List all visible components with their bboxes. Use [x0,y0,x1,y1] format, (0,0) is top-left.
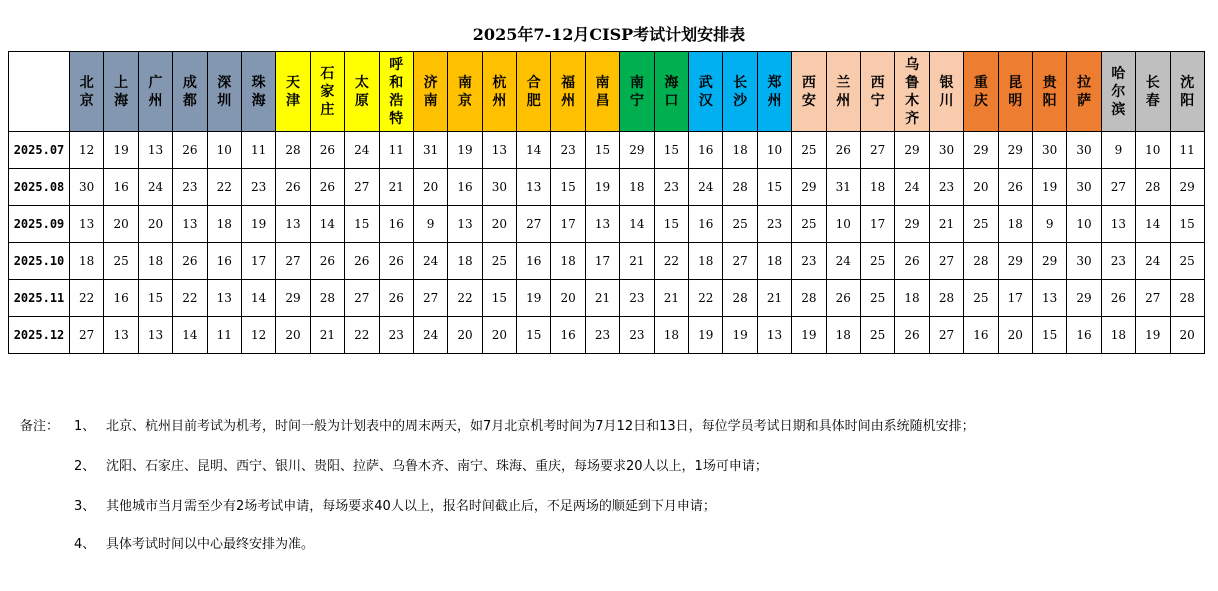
exam-date-cell: 26 [895,243,929,280]
exam-date-cell: 21 [757,280,791,317]
exam-date-cell: 20 [448,317,482,354]
exam-date-cell: 24 [895,169,929,206]
city-header-cell [689,52,723,132]
exam-date-cell: 18 [1101,317,1135,354]
exam-date-cell: 29 [964,132,998,169]
city-header-cell [723,52,757,132]
exam-date-cell: 25 [104,243,138,280]
exam-date-cell: 23 [929,169,963,206]
exam-date-cell: 19 [723,317,757,354]
exam-date-cell: 29 [1170,169,1204,206]
exam-date-cell: 23 [1101,243,1135,280]
exam-date-cell: 18 [551,243,585,280]
city-header-cell [1136,52,1170,132]
city-header-cell [241,52,275,132]
city-header-cell [620,52,654,132]
exam-date-cell: 28 [1170,280,1204,317]
exam-date-cell: 19 [585,169,619,206]
city-header-cell [792,52,826,132]
exam-date-cell: 16 [1067,317,1101,354]
exam-date-cell: 19 [104,132,138,169]
city-header-cell [207,52,241,132]
city-name: 南昌 [595,74,610,109]
month-label: 2025.07 [9,132,70,169]
city-name: 太原 [354,74,369,109]
city-name: 拉萨 [1077,74,1092,109]
exam-date-cell: 16 [517,243,551,280]
city-name: 海口 [664,74,679,109]
city-name: 北京 [79,74,94,109]
exam-date-cell: 18 [723,132,757,169]
exam-date-cell: 28 [723,280,757,317]
city-name: 深圳 [217,74,232,109]
exam-date-cell: 27 [413,280,447,317]
exam-date-cell: 20 [276,317,310,354]
city-name: 郑州 [767,74,782,109]
exam-date-cell: 27 [276,243,310,280]
exam-schedule-table [8,51,1205,354]
exam-date-cell: 10 [207,132,241,169]
exam-date-cell: 29 [895,132,929,169]
city-name: 南京 [457,74,472,109]
exam-date-cell: 29 [998,132,1032,169]
exam-date-cell: 30 [1067,132,1101,169]
exam-date-cell: 24 [345,132,379,169]
exam-date-cell: 22 [345,317,379,354]
exam-date-cell: 19 [689,317,723,354]
exam-date-cell: 22 [448,280,482,317]
exam-date-cell: 30 [1032,132,1066,169]
exam-date-cell: 18 [826,317,860,354]
exam-date-cell: 13 [173,206,207,243]
city-name: 呼和浩特 [389,56,404,127]
exam-date-cell: 13 [757,317,791,354]
month-label: 2025.08 [9,169,70,206]
exam-date-cell: 20 [138,206,172,243]
exam-date-cell: 13 [1032,280,1066,317]
exam-date-cell: 15 [138,280,172,317]
exam-date-cell: 31 [413,132,447,169]
exam-date-cell: 26 [310,132,344,169]
exam-date-cell: 26 [173,243,207,280]
exam-date-cell: 27 [1101,169,1135,206]
exam-date-cell: 27 [345,280,379,317]
exam-date-cell: 15 [551,169,585,206]
exam-date-cell: 23 [620,280,654,317]
exam-date-cell: 18 [448,243,482,280]
exam-date-cell: 24 [689,169,723,206]
exam-date-cell: 20 [551,280,585,317]
exam-date-cell: 16 [689,132,723,169]
exam-date-cell: 15 [654,132,688,169]
city-name: 上海 [114,74,129,109]
exam-date-cell: 28 [792,280,826,317]
city-name: 合肥 [526,74,541,109]
exam-date-cell: 22 [654,243,688,280]
month-row [9,132,1205,169]
exam-date-cell: 13 [70,206,104,243]
exam-date-cell: 25 [860,243,894,280]
exam-date-cell: 13 [138,317,172,354]
city-name: 西宁 [870,74,885,109]
city-header-cell [173,52,207,132]
exam-date-cell: 24 [413,317,447,354]
exam-date-cell: 15 [1032,317,1066,354]
exam-date-cell: 21 [379,169,413,206]
exam-date-cell: 27 [345,169,379,206]
city-name: 银川 [939,74,954,109]
exam-date-cell: 12 [241,317,275,354]
city-name: 武汉 [698,74,713,109]
city-header-cell [276,52,310,132]
exam-date-cell: 15 [482,280,516,317]
month-label: 2025.10 [9,243,70,280]
notes-label: 备注： [20,419,60,434]
exam-date-cell: 10 [1136,132,1170,169]
exam-date-cell: 26 [826,132,860,169]
exam-date-cell: 29 [998,243,1032,280]
city-name: 兰州 [836,74,851,109]
exam-date-cell: 22 [207,169,241,206]
exam-date-cell: 17 [241,243,275,280]
exam-date-cell: 18 [998,206,1032,243]
city-name: 乌鲁木齐 [905,56,920,127]
exam-date-cell: 17 [998,280,1032,317]
city-header-cell [517,52,551,132]
exam-date-cell: 20 [998,317,1032,354]
exam-date-cell: 30 [1067,243,1101,280]
note-number: 2、 [74,459,96,474]
exam-date-cell: 23 [654,169,688,206]
city-name: 天津 [286,74,301,109]
exam-date-cell: 26 [379,243,413,280]
exam-date-cell: 23 [585,317,619,354]
exam-date-cell: 13 [517,169,551,206]
city-header-cell [964,52,998,132]
month-row [9,206,1205,243]
exam-date-cell: 13 [138,132,172,169]
exam-date-cell: 27 [70,317,104,354]
city-name: 珠海 [251,74,266,109]
note-number: 1、 [74,419,96,434]
note-number: 3、 [74,499,96,514]
exam-date-cell: 28 [1136,169,1170,206]
exam-date-cell: 18 [654,317,688,354]
exam-date-cell: 21 [654,280,688,317]
note-text: 北京、杭州目前考试为机考，时间一般为计划表中的周末两天，如7月北京机考时间为7月12日和13日，每位学员考试日期和具体时间由系统随机安排； [106,419,975,434]
month-row [9,243,1205,280]
exam-date-cell: 11 [207,317,241,354]
city-header-cell [551,52,585,132]
exam-date-cell: 12 [70,132,104,169]
exam-date-cell: 26 [826,280,860,317]
exam-date-cell: 18 [757,243,791,280]
exam-date-cell: 15 [585,132,619,169]
exam-date-cell: 24 [826,243,860,280]
exam-date-cell: 27 [1136,280,1170,317]
exam-date-cell: 20 [964,169,998,206]
exam-date-cell: 27 [929,243,963,280]
exam-date-cell: 25 [792,132,826,169]
exam-date-cell: 28 [929,280,963,317]
page-title: 2025年7-12月CISP考试计划安排表 [472,25,746,44]
exam-date-cell: 26 [1101,280,1135,317]
city-name: 广州 [148,74,163,109]
exam-date-cell: 11 [1170,132,1204,169]
exam-date-cell: 25 [1170,243,1204,280]
exam-date-cell: 24 [138,169,172,206]
exam-date-cell: 23 [379,317,413,354]
exam-date-cell: 18 [138,243,172,280]
city-name: 南宁 [629,74,644,109]
exam-date-cell: 13 [207,280,241,317]
exam-date-cell: 25 [792,206,826,243]
exam-date-cell: 17 [551,206,585,243]
exam-date-cell: 22 [70,280,104,317]
exam-date-cell: 10 [757,132,791,169]
exam-date-cell: 25 [860,280,894,317]
exam-date-cell: 29 [1067,280,1101,317]
exam-date-cell: 27 [517,206,551,243]
exam-date-cell: 10 [1067,206,1101,243]
exam-date-cell: 30 [929,132,963,169]
exam-date-cell: 18 [620,169,654,206]
city-name: 石家庄 [320,65,335,118]
exam-date-cell: 9 [1101,132,1135,169]
city-header-cell [104,52,138,132]
exam-date-cell: 25 [723,206,757,243]
exam-date-cell: 28 [310,280,344,317]
exam-date-cell: 23 [792,243,826,280]
exam-date-cell: 13 [448,206,482,243]
exam-date-cell: 28 [964,243,998,280]
exam-date-cell: 20 [1170,317,1204,354]
exam-date-cell: 21 [620,243,654,280]
city-header-cell [482,52,516,132]
exam-date-cell: 14 [310,206,344,243]
exam-date-cell: 16 [207,243,241,280]
city-header-cell [998,52,1032,132]
city-name: 贵阳 [1042,74,1057,109]
note-text: 沈阳、石家庄、昆明、西宁、银川、贵阳、拉萨、乌鲁木齐、南宁、珠海、重庆，每场要求20人以上，1场可申请； [106,459,768,474]
city-header-cell [448,52,482,132]
exam-date-cell: 14 [1136,206,1170,243]
exam-date-cell: 18 [860,169,894,206]
exam-date-cell: 25 [964,206,998,243]
exam-date-cell: 15 [345,206,379,243]
month-row [9,169,1205,206]
city-header-cell [310,52,344,132]
exam-date-cell: 21 [310,317,344,354]
city-name: 杭州 [492,74,507,109]
exam-date-cell: 29 [792,169,826,206]
exam-date-cell: 16 [104,169,138,206]
exam-date-cell: 26 [173,132,207,169]
exam-date-cell: 19 [448,132,482,169]
exam-date-cell: 15 [517,317,551,354]
exam-date-cell: 19 [241,206,275,243]
exam-date-cell: 17 [860,206,894,243]
exam-date-cell: 27 [929,317,963,354]
exam-date-cell: 22 [173,280,207,317]
exam-date-cell: 16 [551,317,585,354]
city-header-cell [138,52,172,132]
exam-date-cell: 26 [310,243,344,280]
exam-date-cell: 18 [207,206,241,243]
city-header-cell [1067,52,1101,132]
exam-date-cell: 16 [448,169,482,206]
exam-date-cell: 24 [1136,243,1170,280]
month-row [9,317,1205,354]
exam-date-cell: 26 [895,317,929,354]
city-name: 福州 [561,74,576,109]
city-header-cell [1170,52,1204,132]
exam-date-cell: 10 [826,206,860,243]
exam-date-cell: 29 [276,280,310,317]
city-header-cell [1101,52,1135,132]
exam-date-cell: 16 [689,206,723,243]
exam-date-cell: 19 [517,280,551,317]
exam-date-cell: 14 [517,132,551,169]
exam-date-cell: 28 [723,169,757,206]
exam-date-cell: 20 [104,206,138,243]
exam-date-cell: 27 [723,243,757,280]
exam-date-cell: 23 [757,206,791,243]
exam-date-cell: 23 [551,132,585,169]
exam-date-cell: 15 [757,169,791,206]
exam-date-cell: 20 [413,169,447,206]
exam-date-cell: 14 [620,206,654,243]
exam-date-cell: 11 [241,132,275,169]
exam-date-cell: 21 [929,206,963,243]
exam-date-cell: 29 [895,206,929,243]
city-header-row [9,52,1205,132]
exam-date-cell: 24 [413,243,447,280]
month-label: 2025.12 [9,317,70,354]
note-text: 其他城市当月需至少有2场考试申请，每场要求40人以上，报名时间截止后，不足两场的顺延到下月申请； [106,499,716,514]
month-row [9,280,1205,317]
exam-date-cell: 26 [345,243,379,280]
city-header-cell [860,52,894,132]
city-header-cell [895,52,929,132]
city-header-cell [585,52,619,132]
exam-date-cell: 9 [1032,206,1066,243]
exam-date-cell: 15 [654,206,688,243]
city-name: 昆明 [1008,74,1023,109]
exam-date-cell: 29 [620,132,654,169]
exam-date-cell: 16 [964,317,998,354]
exam-date-cell: 25 [860,317,894,354]
city-header-cell [826,52,860,132]
exam-date-cell: 29 [1032,243,1066,280]
exam-date-cell: 20 [482,206,516,243]
exam-date-cell: 13 [585,206,619,243]
exam-date-cell: 9 [413,206,447,243]
exam-date-cell: 14 [173,317,207,354]
exam-date-cell: 18 [689,243,723,280]
exam-date-cell: 23 [173,169,207,206]
exam-date-cell: 26 [276,169,310,206]
exam-date-cell: 30 [70,169,104,206]
exam-date-cell: 20 [482,317,516,354]
exam-date-cell: 16 [104,280,138,317]
month-label: 2025.11 [9,280,70,317]
month-label: 2025.09 [9,206,70,243]
city-name: 济南 [423,74,438,109]
exam-date-cell: 17 [585,243,619,280]
exam-date-cell: 13 [1101,206,1135,243]
city-name: 重庆 [973,74,988,109]
city-header-cell [379,52,413,132]
exam-date-cell: 19 [1136,317,1170,354]
city-header-cell [413,52,447,132]
exam-date-cell: 31 [826,169,860,206]
exam-date-cell: 26 [310,169,344,206]
city-name: 沈阳 [1180,74,1195,109]
city-name: 哈尔滨 [1111,65,1126,118]
exam-date-cell: 28 [276,132,310,169]
exam-date-cell: 26 [998,169,1032,206]
city-header-cell [929,52,963,132]
exam-date-cell: 11 [379,132,413,169]
note-text: 具体考试时间以中心最终安排为准。 [106,537,315,552]
corner-cell [9,52,70,132]
exam-date-cell: 27 [860,132,894,169]
city-name: 成都 [182,74,197,109]
exam-date-cell: 22 [689,280,723,317]
exam-date-cell: 23 [620,317,654,354]
exam-date-cell: 14 [241,280,275,317]
exam-date-cell: 18 [70,243,104,280]
city-name: 长沙 [733,74,748,109]
city-header-cell [70,52,104,132]
exam-date-cell: 30 [1067,169,1101,206]
exam-date-cell: 23 [241,169,275,206]
exam-date-cell: 30 [482,169,516,206]
city-header-cell [654,52,688,132]
exam-date-cell: 13 [104,317,138,354]
exam-date-cell: 21 [585,280,619,317]
exam-date-cell: 13 [276,206,310,243]
exam-date-cell: 13 [482,132,516,169]
exam-date-cell: 18 [895,280,929,317]
city-name: 长春 [1145,74,1160,109]
city-name: 西安 [801,74,816,109]
exam-date-cell: 15 [1170,206,1204,243]
city-header-cell [1032,52,1066,132]
exam-date-cell: 26 [379,280,413,317]
exam-date-cell: 25 [482,243,516,280]
exam-date-cell: 19 [792,317,826,354]
exam-date-cell: 16 [379,206,413,243]
exam-date-cell: 25 [964,280,998,317]
note-number: 4、 [74,537,96,552]
city-header-cell [757,52,791,132]
exam-date-cell: 19 [1032,169,1066,206]
city-header-cell [345,52,379,132]
